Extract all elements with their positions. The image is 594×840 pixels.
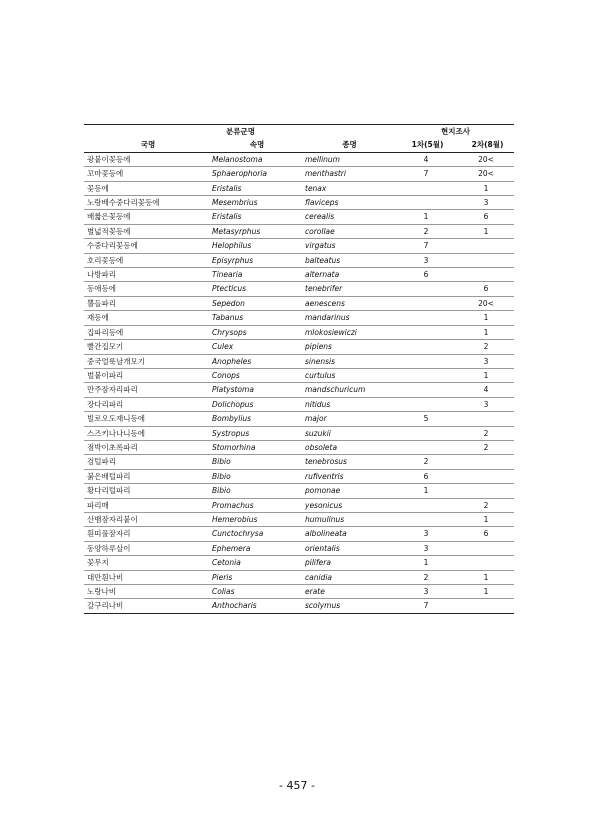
survey-2-cell: 1 <box>458 224 514 238</box>
species-cell: mlokosiewiczi <box>302 325 394 339</box>
survey-2-cell: 1 <box>458 181 514 195</box>
korean-name-cell: 동양하루살이 <box>84 541 209 555</box>
survey-1-cell <box>394 282 458 296</box>
genus-cell: Dolichopus <box>209 397 302 411</box>
species-cell: pomonae <box>302 484 394 498</box>
korean-name-cell: 중국얼룩날개모기 <box>84 354 209 368</box>
survey-1-cell: 5 <box>394 412 458 426</box>
korean-name-cell: 흰띠풀잠자리 <box>84 527 209 541</box>
korean-name-cell: 나방파리 <box>84 268 209 282</box>
korean-name-cell: 꽃등에 <box>84 181 209 195</box>
korean-name-cell: 빨간집모기 <box>84 340 209 354</box>
table-row <box>84 268 514 282</box>
korean-name-cell: 만주잠자리파리 <box>84 383 209 397</box>
genus-cell: Eristalis <box>209 181 302 195</box>
korean-name-cell: 벌붙이파리 <box>84 368 209 382</box>
survey-2-cell: 3 <box>458 196 514 210</box>
genus-cell: Bibio <box>209 455 302 469</box>
genus-cell: Episyrphus <box>209 253 302 267</box>
survey-2-cell <box>458 239 514 253</box>
species-cell: suzukii <box>302 426 394 440</box>
survey-1-cell: 6 <box>394 268 458 282</box>
genus-cell: Bibio <box>209 484 302 498</box>
survey-1-cell: 1 <box>394 556 458 570</box>
korean-name-cell: 산뱀잠자리붙이 <box>84 512 209 526</box>
survey-2-cell <box>458 412 514 426</box>
col-header-species: 종명 <box>302 138 394 152</box>
species-cell: albolineata <box>302 527 394 541</box>
korean-name-cell: 광붙이꽃등에 <box>84 152 209 166</box>
korean-name-cell: 재등에 <box>84 311 209 325</box>
table-row <box>84 512 514 526</box>
table-row <box>84 556 514 570</box>
survey-1-cell <box>394 354 458 368</box>
table-row <box>84 570 514 584</box>
species-cell: tenebrifer <box>302 282 394 296</box>
table-row <box>84 253 514 267</box>
group-header-row <box>84 125 514 139</box>
korean-name-cell: 수중다리꽃등에 <box>84 239 209 253</box>
table-body <box>84 152 514 613</box>
table-row <box>84 210 514 224</box>
genus-cell: Platystoma <box>209 383 302 397</box>
genus-cell: Anopheles <box>209 354 302 368</box>
survey-2-cell: 3 <box>458 354 514 368</box>
genus-cell: Sphaerophoria <box>209 167 302 181</box>
korean-name-cell: 장다리파리 <box>84 397 209 411</box>
table-row <box>84 239 514 253</box>
taxon-group-header: 분류군명 <box>84 125 394 139</box>
survey-2-cell: 3 <box>458 397 514 411</box>
korean-name-cell: 꽃무지 <box>84 556 209 570</box>
survey-2-cell: 2 <box>458 426 514 440</box>
table-row <box>84 340 514 354</box>
survey-2-cell <box>458 253 514 267</box>
survey-2-cell: 20< <box>458 296 514 310</box>
species-cell: mellinum <box>302 152 394 166</box>
korean-name-cell: 호리꽃등에 <box>84 253 209 267</box>
genus-cell: Hemerobius <box>209 512 302 526</box>
table-row <box>84 368 514 382</box>
survey-1-cell <box>394 196 458 210</box>
korean-name-cell: 검털파리 <box>84 455 209 469</box>
species-cell: tenebrosus <box>302 455 394 469</box>
survey-2-cell: 6 <box>458 210 514 224</box>
species-cell: yesonicus <box>302 498 394 512</box>
korean-name-cell: 배짧은꽃등에 <box>84 210 209 224</box>
table-row <box>84 426 514 440</box>
species-cell: orientalis <box>302 541 394 555</box>
table-row <box>84 455 514 469</box>
species-cell: corollae <box>302 224 394 238</box>
species-cell: nitidus <box>302 397 394 411</box>
species-cell: virgatus <box>302 239 394 253</box>
column-header-row <box>84 138 514 152</box>
korean-name-cell: 빌로오도재니등에 <box>84 412 209 426</box>
survey-2-cell: 2 <box>458 440 514 454</box>
table-row <box>84 325 514 339</box>
survey-2-cell <box>458 541 514 555</box>
table-row <box>84 498 514 512</box>
survey-2-cell: 6 <box>458 282 514 296</box>
survey-2-cell: 20< <box>458 167 514 181</box>
korean-name-cell: 황다리털파리 <box>84 484 209 498</box>
genus-cell: Culex <box>209 340 302 354</box>
survey-1-cell <box>394 340 458 354</box>
survey-1-cell: 2 <box>394 455 458 469</box>
survey-1-cell: 1 <box>394 210 458 224</box>
survey-2-cell: 20< <box>458 152 514 166</box>
species-cell: cerealis <box>302 210 394 224</box>
species-cell: curtulus <box>302 368 394 382</box>
survey-1-cell <box>394 440 458 454</box>
genus-cell: Ptecticus <box>209 282 302 296</box>
page-number: - 457 - <box>279 779 315 792</box>
species-cell: mandarinus <box>302 311 394 325</box>
survey-1-cell: 3 <box>394 541 458 555</box>
genus-cell: Systropus <box>209 426 302 440</box>
genus-cell: Colias <box>209 585 302 599</box>
table-row <box>84 383 514 397</box>
genus-cell: Helophilus <box>209 239 302 253</box>
table-row <box>84 541 514 555</box>
col-header-survey-1: 1차(5월) <box>394 138 458 152</box>
survey-1-cell: 7 <box>394 599 458 613</box>
species-cell: balteatus <box>302 253 394 267</box>
survey-2-cell <box>458 556 514 570</box>
survey-2-cell: 2 <box>458 340 514 354</box>
survey-1-cell <box>394 397 458 411</box>
korean-name-cell: 별넓적꽃등에 <box>84 224 209 238</box>
table-row <box>84 282 514 296</box>
species-cell: tenax <box>302 181 394 195</box>
survey-1-cell <box>394 512 458 526</box>
species-cell: sinensis <box>302 354 394 368</box>
species-cell: menthastri <box>302 167 394 181</box>
genus-cell: Tabanus <box>209 311 302 325</box>
korean-name-cell: 꼬마꽃등에 <box>84 167 209 181</box>
survey-1-cell: 7 <box>394 167 458 181</box>
survey-1-cell: 2 <box>394 570 458 584</box>
genus-cell: Tinearia <box>209 268 302 282</box>
genus-cell: Conops <box>209 368 302 382</box>
genus-cell: Anthocharis <box>209 599 302 613</box>
species-cell: pilifera <box>302 556 394 570</box>
survey-2-cell: 1 <box>458 570 514 584</box>
table-row <box>84 354 514 368</box>
species-cell: flaviceps <box>302 196 394 210</box>
korean-name-cell: 노랑나비 <box>84 585 209 599</box>
table-row <box>84 181 514 195</box>
species-cell: humulinus <box>302 512 394 526</box>
genus-cell: Ephemera <box>209 541 302 555</box>
korean-name-cell: 노랑배수중다리꽃등에 <box>84 196 209 210</box>
genus-cell: Sepedon <box>209 296 302 310</box>
survey-2-cell: 1 <box>458 311 514 325</box>
survey-1-cell: 3 <box>394 253 458 267</box>
table-row <box>84 599 514 613</box>
korean-name-cell: 대만흰나비 <box>84 570 209 584</box>
korean-name-cell: 붉은배털파리 <box>84 469 209 483</box>
genus-cell: Bombylius <box>209 412 302 426</box>
genus-cell: Chrysops <box>209 325 302 339</box>
survey-2-cell <box>458 455 514 469</box>
table-row <box>84 527 514 541</box>
survey-1-cell: 3 <box>394 527 458 541</box>
survey-2-cell: 6 <box>458 527 514 541</box>
korean-name-cell: 점박이초록파리 <box>84 440 209 454</box>
col-header-survey-2: 2차(8월) <box>458 138 514 152</box>
table-row <box>84 585 514 599</box>
survey-1-cell <box>394 368 458 382</box>
species-cell: canidia <box>302 570 394 584</box>
survey-1-cell <box>394 383 458 397</box>
survey-1-cell: 3 <box>394 585 458 599</box>
survey-2-cell <box>458 268 514 282</box>
genus-cell: Promachus <box>209 498 302 512</box>
korean-name-cell: 파리매 <box>84 498 209 512</box>
survey-1-cell <box>394 325 458 339</box>
genus-cell: Stomorhina <box>209 440 302 454</box>
survey-2-cell: 1 <box>458 368 514 382</box>
korean-name-cell: 스즈키나나니등에 <box>84 426 209 440</box>
survey-2-cell <box>458 599 514 613</box>
survey-1-cell <box>394 498 458 512</box>
species-cell: obsoleta <box>302 440 394 454</box>
col-header-korean-name: 국명 <box>84 138 209 152</box>
survey-2-cell <box>458 469 514 483</box>
table-row <box>84 152 514 166</box>
survey-2-cell: 1 <box>458 325 514 339</box>
genus-cell: Cetonia <box>209 556 302 570</box>
genus-cell: Melanostoma <box>209 152 302 166</box>
table-row <box>84 296 514 310</box>
species-cell: erate <box>302 585 394 599</box>
korean-name-cell: 동애등에 <box>84 282 209 296</box>
survey-1-cell: 4 <box>394 152 458 166</box>
survey-1-cell <box>394 181 458 195</box>
species-cell: mandschuricum <box>302 383 394 397</box>
col-header-genus: 속명 <box>209 138 302 152</box>
genus-cell: Pieris <box>209 570 302 584</box>
species-cell: pipiens <box>302 340 394 354</box>
species-cell: scolymus <box>302 599 394 613</box>
table-row <box>84 167 514 181</box>
genus-cell: Cunctochrysa <box>209 527 302 541</box>
survey-group-header: 현지조사 <box>394 125 514 139</box>
genus-cell: Bibio <box>209 469 302 483</box>
survey-1-cell <box>394 296 458 310</box>
survey-1-cell: 6 <box>394 469 458 483</box>
survey-2-cell: 2 <box>458 498 514 512</box>
genus-cell: Mesembrius <box>209 196 302 210</box>
species-cell: rufiventris <box>302 469 394 483</box>
species-table <box>84 124 514 614</box>
korean-name-cell: 갈구리나비 <box>84 599 209 613</box>
species-cell: major <box>302 412 394 426</box>
species-cell: alternata <box>302 268 394 282</box>
table-row <box>84 311 514 325</box>
survey-1-cell: 1 <box>394 484 458 498</box>
table-row <box>84 484 514 498</box>
survey-2-cell: 1 <box>458 512 514 526</box>
survey-2-cell: 1 <box>458 585 514 599</box>
table-row <box>84 196 514 210</box>
survey-1-cell: 7 <box>394 239 458 253</box>
survey-2-cell: 4 <box>458 383 514 397</box>
survey-1-cell <box>394 426 458 440</box>
genus-cell: Eristalis <box>209 210 302 224</box>
survey-1-cell <box>394 311 458 325</box>
table-row <box>84 397 514 411</box>
table-row <box>84 412 514 426</box>
survey-2-cell <box>458 484 514 498</box>
korean-name-cell: 뿔들파리 <box>84 296 209 310</box>
table-row <box>84 469 514 483</box>
table-row <box>84 224 514 238</box>
species-cell: aenescens <box>302 296 394 310</box>
genus-cell: Metasyrphus <box>209 224 302 238</box>
table-row <box>84 440 514 454</box>
korean-name-cell: 집파리등에 <box>84 325 209 339</box>
survey-1-cell: 2 <box>394 224 458 238</box>
